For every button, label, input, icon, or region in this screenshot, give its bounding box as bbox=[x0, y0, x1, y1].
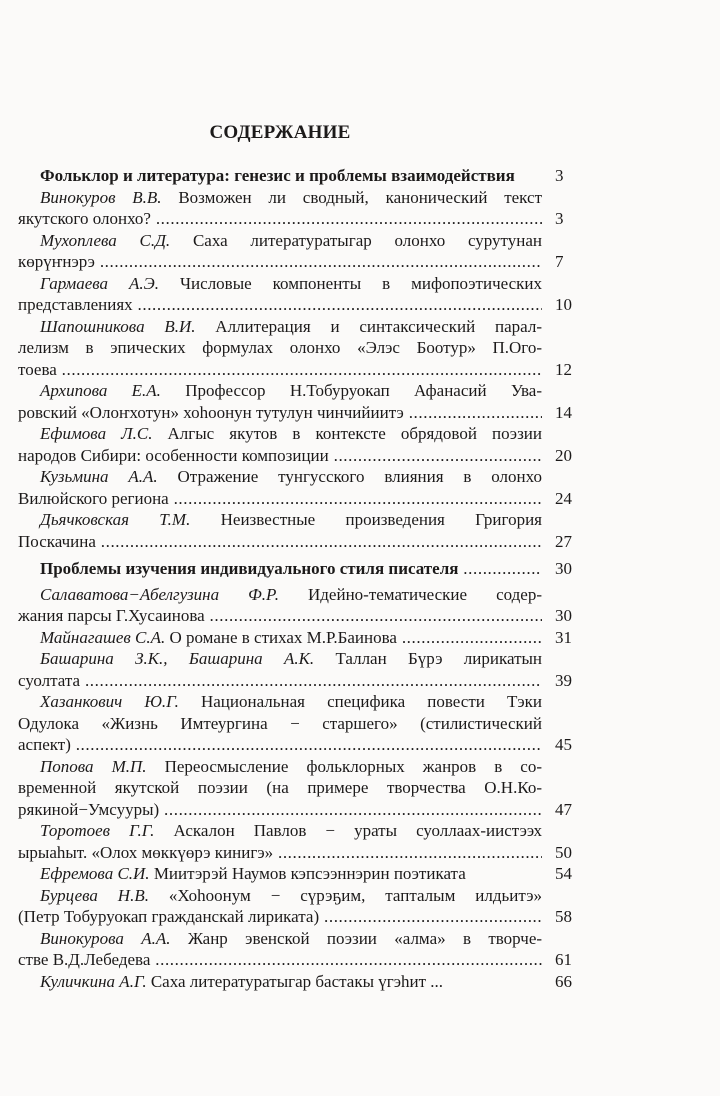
toc-entry bbox=[18, 423, 574, 445]
page-number: 61 bbox=[555, 950, 572, 969]
entry-title: представлениях bbox=[18, 295, 133, 314]
section-heading-text: Проблемы изучения индивидуального стиля писателя bbox=[40, 559, 459, 578]
entry-title: аспект) bbox=[18, 735, 71, 754]
toc-entry bbox=[18, 466, 574, 488]
entry-title: Неизвестные произведения Григория bbox=[220, 510, 542, 529]
toc-entry-cont bbox=[18, 906, 574, 928]
section-heading bbox=[18, 165, 574, 187]
toc-entry-cont bbox=[18, 251, 574, 273]
entry-author: Мухоплева С.Д. bbox=[40, 230, 171, 250]
toc-entry-cont bbox=[18, 531, 574, 553]
entry-author: Архипова Е.А. bbox=[40, 381, 161, 400]
toc-entry bbox=[18, 187, 574, 209]
entry-title: Таллан Бүрэ лирикатын bbox=[335, 649, 542, 668]
entry-title: Идейно-тематические содер- bbox=[308, 584, 542, 604]
entry-title: тоева bbox=[18, 359, 57, 379]
toc-entry-cont bbox=[18, 670, 574, 692]
toc-entry bbox=[18, 885, 574, 907]
toc-entry-cont bbox=[18, 842, 574, 864]
page-number: 3 bbox=[555, 166, 564, 185]
page-number: 27 bbox=[555, 531, 572, 551]
entry-title: ровский «Олоҥхотун» хоһоонун тутулун чинчийиитэ bbox=[18, 402, 404, 422]
entry-author: Бурцева Н.В. bbox=[40, 885, 149, 905]
toc-entry bbox=[18, 584, 574, 606]
entry-title: Переосмысление фольклорных жанров в со- bbox=[164, 756, 542, 776]
entry-author: Торотоев Г.Г. bbox=[40, 821, 155, 840]
entry-author: Винокуров В.В. bbox=[40, 187, 162, 207]
toc-entry-cont bbox=[18, 445, 574, 467]
entry-title: суолтата bbox=[18, 670, 81, 690]
entry-title: Числовые компоненты в мифопоэтических bbox=[180, 273, 542, 293]
toc-entry bbox=[18, 273, 574, 295]
section-heading-text: Фольклор и литература: генезис и проблемы взаимодействия bbox=[40, 166, 515, 185]
entry-title: жания парсы Г.Хусаинова bbox=[18, 606, 205, 625]
toc-entry bbox=[18, 316, 574, 338]
entry-title: Возможен ли сводный, канонический текст bbox=[178, 187, 542, 207]
page-number: 30 bbox=[555, 559, 572, 578]
toc-entry-cont bbox=[18, 488, 574, 510]
toc-entry-cont bbox=[18, 337, 574, 359]
page-number: 45 bbox=[555, 735, 572, 754]
toc-entry-cont bbox=[18, 359, 574, 381]
entry-title: Поскачина bbox=[18, 531, 96, 551]
toc-entry-cont bbox=[18, 402, 574, 424]
page-number: 47 bbox=[555, 799, 572, 819]
entry-author: Ефимова Л.С. bbox=[40, 424, 153, 443]
entry-author: Хазанкович Ю.Г. bbox=[40, 692, 179, 711]
entry-author: Винокурова А.А. bbox=[40, 928, 171, 948]
entry-title: рякиной−Умсууры) bbox=[18, 799, 160, 819]
toc-entry-cont bbox=[18, 605, 574, 627]
entry-author: Куличкина А.Г. bbox=[40, 971, 147, 991]
toc-entry bbox=[18, 648, 574, 670]
entry-author: Салаватова−Абелгузина Ф.Р. bbox=[40, 584, 279, 604]
toc-entry bbox=[18, 627, 574, 649]
entry-title: Отражение тунгусского влияния в олонхо bbox=[177, 467, 542, 486]
page-number: 24 bbox=[555, 488, 572, 508]
entry-title: якутского олонхо? bbox=[18, 209, 151, 228]
toc-entry bbox=[18, 863, 574, 885]
entry-title: Миитэрэй Наумов кэпсээннэрин поэтиката bbox=[153, 864, 466, 883]
entry-title: лелизм в эпических формулах олонхо «Элэс Боотур» П.Ого- bbox=[18, 338, 542, 357]
entry-title: Аллитерация и синтаксический парал- bbox=[215, 316, 542, 336]
entry-author: Гармаева А.Э. bbox=[40, 273, 160, 293]
entry-author: Ефремова С.И. bbox=[40, 864, 150, 883]
page-number: 50 bbox=[555, 842, 572, 862]
toc-entry-cont bbox=[18, 949, 574, 971]
page-number: 58 bbox=[555, 907, 572, 926]
entry-title: Одулока «Жизнь Имтеургина − старшего» (стилистический bbox=[18, 713, 542, 733]
toc-entry bbox=[18, 509, 574, 531]
entry-title: Саха литературатыгар олонхо сурутунан bbox=[192, 230, 542, 250]
toc-entry bbox=[18, 928, 574, 950]
entry-title: Вилюйского региона bbox=[18, 488, 169, 508]
entry-title: О романе в стихах М.Р.Баинова bbox=[169, 627, 397, 647]
entry-author: Дьячковская Т.М. bbox=[40, 510, 191, 529]
entry-title: (Петр Тобуруокап гражданскай лириката) bbox=[18, 907, 320, 926]
entry-title: Алгыс якутов в контексте обрядовой поэзии bbox=[167, 424, 542, 443]
toc-entry-cont bbox=[18, 294, 574, 316]
entry-title: Жанр эвенской поэзии «алма» в творче- bbox=[187, 928, 542, 948]
entry-title: Саха литературатыгар бастакы үгэһит ... bbox=[150, 971, 444, 991]
entry-author: Майнагашев С.А. bbox=[40, 627, 166, 647]
entry-title: Аскалон Павлов − ураты суоллаах-иистээх bbox=[173, 821, 542, 840]
toc-entry-cont bbox=[18, 713, 574, 735]
table-of-contents bbox=[18, 165, 574, 992]
toc-entry bbox=[18, 971, 574, 993]
entry-author: Шапошникова В.И. bbox=[40, 316, 196, 336]
page-number: 31 bbox=[555, 627, 572, 647]
page-number: 54 bbox=[555, 864, 572, 883]
page-title: СОДЕРЖАНИЕ bbox=[209, 122, 351, 143]
entry-title: народов Сибири: особенности композиции bbox=[18, 445, 329, 465]
entry-author: Башарина З.К., Башарина А.К. bbox=[40, 649, 315, 668]
entry-author: Кузьмина А.А. bbox=[40, 467, 158, 486]
section-heading bbox=[18, 558, 574, 580]
entry-title: ырыаһыт. «Олох мөккүөрэ кинигэ» bbox=[18, 842, 274, 862]
entry-title: көрүҥнэрэ bbox=[18, 252, 95, 271]
entry-title: Национальная специфика повести Тэки bbox=[200, 692, 542, 711]
toc-entry bbox=[18, 380, 574, 402]
page-number: 14 bbox=[555, 402, 572, 422]
toc-entry bbox=[18, 691, 574, 713]
entry-title: временной якутской поэзии (на примере творчества О.Н.Ко- bbox=[18, 778, 542, 797]
toc-entry-cont bbox=[18, 208, 574, 230]
toc-entry bbox=[18, 230, 574, 252]
page-number: 66 bbox=[555, 971, 572, 991]
entry-author: Попова М.П. bbox=[40, 756, 147, 776]
page-number: 3 bbox=[555, 209, 564, 228]
page-number: 10 bbox=[555, 295, 572, 314]
page-number: 12 bbox=[555, 359, 572, 379]
page-number: 7 bbox=[555, 252, 564, 271]
entry-title: «Хоһоонум − сүрэҕим, тапталым илдьитэ» bbox=[168, 885, 542, 905]
page-number: 20 bbox=[555, 445, 572, 465]
entry-title: Профессор Н.Тобуруокап Афанасий Ува- bbox=[185, 381, 542, 400]
toc-entry-cont bbox=[18, 777, 574, 799]
entry-title: стве В.Д.Лебедева bbox=[18, 950, 151, 969]
page-number: 30 bbox=[555, 606, 572, 625]
toc-entry-cont bbox=[18, 799, 574, 821]
page-number: 39 bbox=[555, 670, 572, 690]
toc-entry bbox=[18, 820, 574, 842]
toc-entry-cont bbox=[18, 734, 574, 756]
toc-entry bbox=[18, 756, 574, 778]
